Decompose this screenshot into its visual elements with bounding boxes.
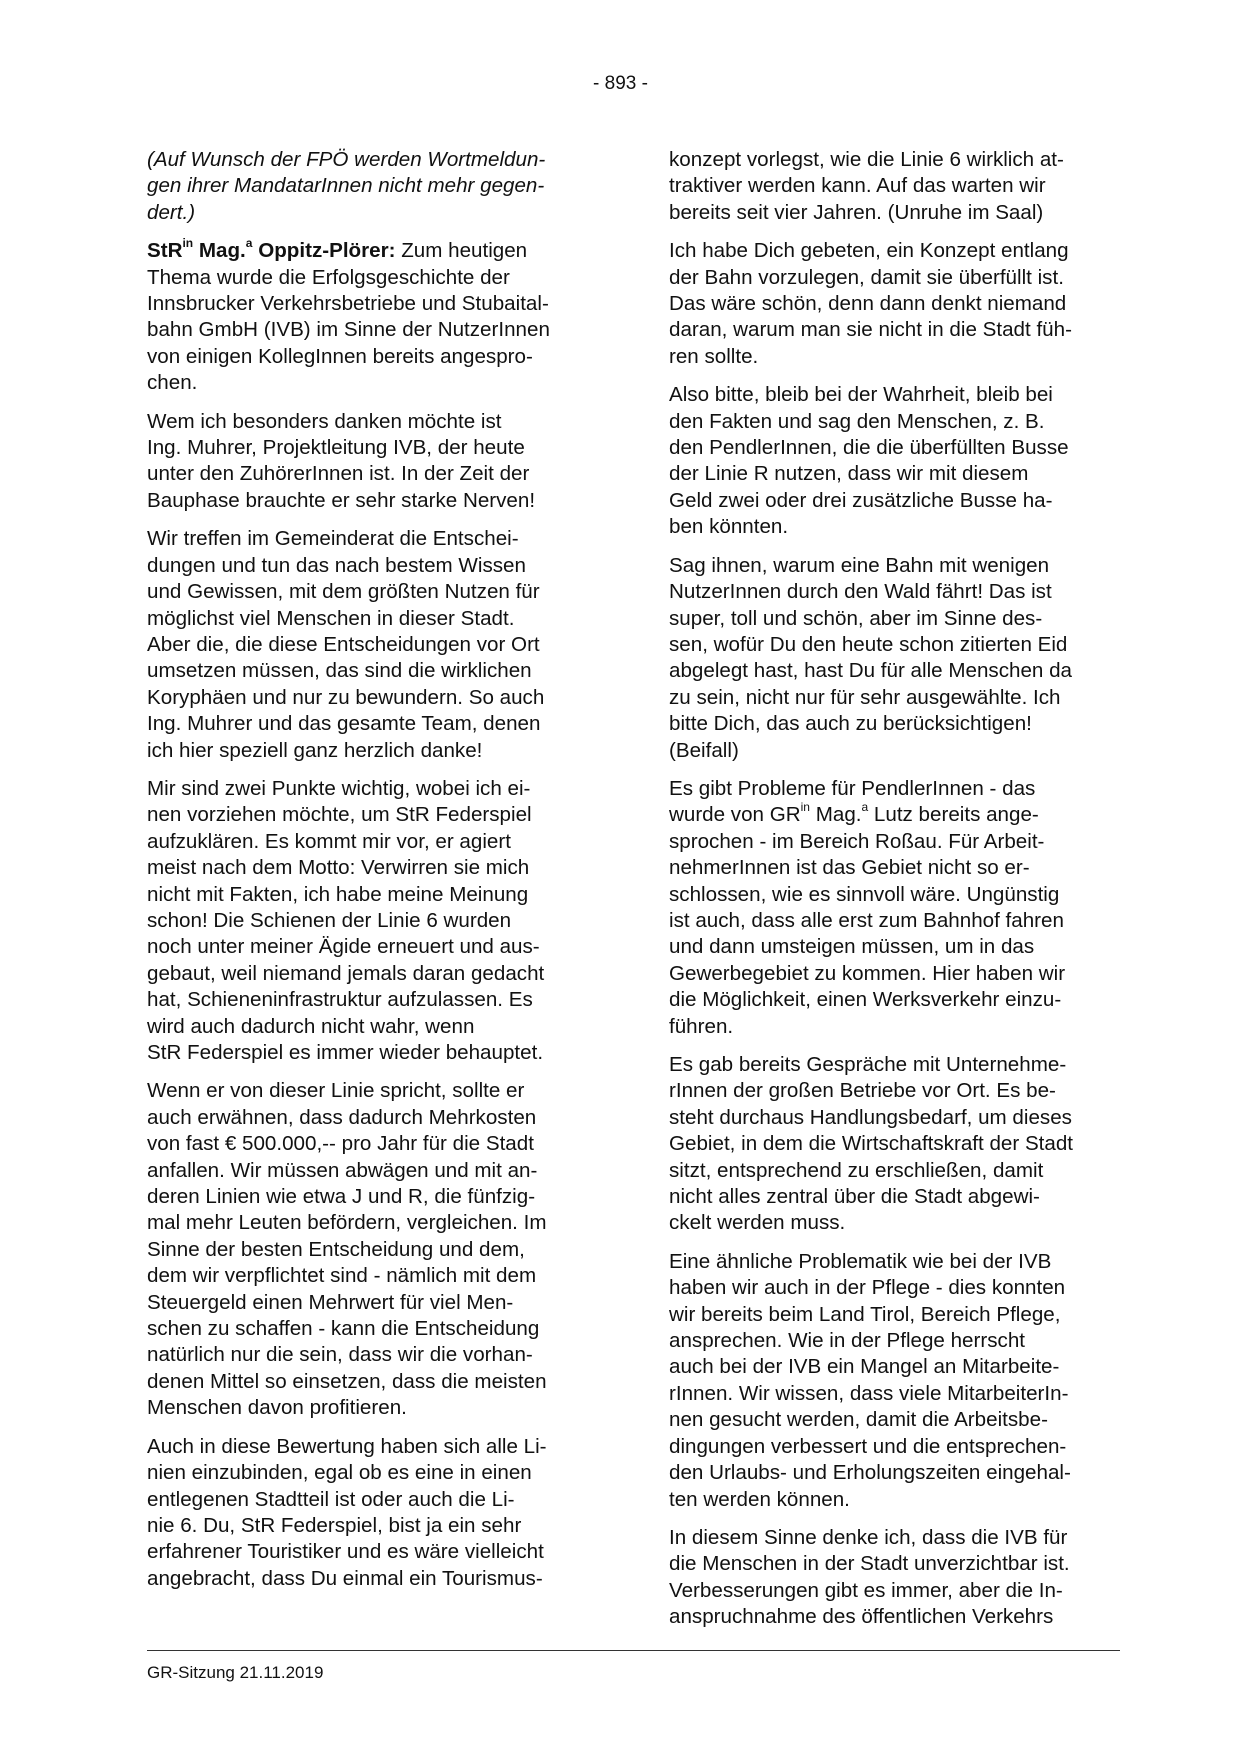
text-line: dingungen verbessert und die entsprechen-	[669, 1434, 1067, 1458]
body-paragraph	[147, 776, 591, 1066]
text-line: Wir treffen im Gemeinderat die Entschei-	[147, 527, 519, 551]
text-line: der Linie R nutzen, dass wir mit diesem	[669, 462, 1029, 486]
text-line: den Fakten und sag den Menschen, z. B.	[669, 409, 1045, 433]
body-paragraph	[669, 147, 1113, 226]
left-column	[147, 147, 591, 1604]
text-line: ansprechen. Wie in der Pflege herrscht	[669, 1329, 1025, 1353]
text-line: meist nach dem Motto: Verwirren sie mich	[147, 856, 530, 880]
text-line: ich hier speziell ganz herzlich danke!	[147, 738, 483, 762]
text-line: ben könnten.	[669, 515, 789, 539]
text-line: ren sollte.	[669, 344, 759, 368]
text-line: dem wir verpflichtet sind - nämlich mit dem	[147, 1264, 537, 1288]
text-line: Wenn er von dieser Linie spricht, sollte er	[147, 1079, 525, 1103]
text-line: die Menschen in der Stadt unverzichtbar ist.	[669, 1552, 1070, 1576]
text-line: auch bei der IVB ein Mangel an Mitarbeite-	[669, 1355, 1060, 1379]
intro-line: dert.)	[147, 200, 196, 224]
body-paragraph	[147, 409, 591, 515]
left-paragraphs	[147, 409, 591, 1592]
text-line: Ing. Muhrer, Projektleitung IVB, der heute	[147, 436, 525, 460]
text-line: Gebiet, in dem die Wirtschaftskraft der Stadt	[669, 1132, 1074, 1156]
text-line: Aber die, die diese Entscheidungen vor Ort	[147, 632, 540, 656]
text-line: Eine ähnliche Problematik wie bei der IVB	[669, 1249, 1052, 1273]
intro-note	[147, 147, 591, 226]
text-line: Bauphase brauchte er sehr starke Nerven!	[147, 488, 536, 512]
text-line: NutzerInnen durch den Wald fährt! Das ist	[669, 580, 1052, 604]
body-paragraph	[669, 382, 1113, 540]
text-line: sitzt, entsprechend zu erschließen, damit	[669, 1158, 1044, 1182]
text-line: anfallen. Wir müssen abwägen und mit an-	[147, 1158, 538, 1182]
text-line: Mir sind zwei Punkte wichtig, wobei ich ei-	[147, 776, 531, 800]
text-line: hat, Schieneninfrastruktur aufzulassen. Es	[147, 988, 533, 1012]
text-line: schon! Die Schienen der Linie 6 wurden	[147, 908, 512, 932]
text-line: gebaut, weil niemand jemals daran gedacht	[147, 961, 545, 985]
text-line: Koryphäen und nur zu bewundern. So auch	[147, 685, 545, 709]
body-paragraph	[147, 526, 591, 764]
text-line: mal mehr Leuten befördern, vergleichen. Im	[147, 1211, 547, 1235]
text-line: Sinne der besten Entscheidung und dem,	[147, 1237, 525, 1261]
text-line: ckelt werden muss.	[669, 1211, 846, 1235]
text-line: unter den ZuhörerInnen ist. In der Zeit der	[147, 462, 530, 486]
text-line: Sag ihnen, warum eine Bahn mit wenigen	[669, 553, 1050, 577]
text-line: deren Linien wie etwa J und R, die fünfzig-	[147, 1185, 536, 1209]
text-line: zu sein, nicht nur für sehr ausgewählte. Ich	[669, 685, 1061, 709]
text-line: StR Federspiel es immer wieder behauptet.	[147, 1041, 544, 1064]
text-line: nicht mit Fakten, ich habe meine Meinung	[147, 882, 529, 906]
right-column	[669, 147, 1113, 1643]
text-line: auch erwähnen, dass dadurch Mehrkosten	[147, 1105, 537, 1129]
text-line: bitte Dich, das auch zu berücksichtigen!	[669, 712, 1032, 736]
text-line: steht durchaus Handlungsbedarf, um dieses	[669, 1105, 1072, 1129]
footer-session-date: GR-Sitzung 21.11.2019	[147, 1663, 324, 1682]
text-line: Menschen davon profitieren.	[147, 1396, 407, 1420]
text-line: von fast € 500.000,-- pro Jahr für die Stadt	[147, 1132, 534, 1156]
text-line: nen vorziehen möchte, um StR Federspiel	[147, 803, 532, 827]
text-line: Auch in diese Bewertung haben sich alle Li-	[147, 1434, 547, 1458]
text-line: denen Mittel so einsetzen, dass die meisten	[147, 1369, 547, 1393]
text-line: angebracht, dass Du einmal ein Tourismus-	[147, 1566, 543, 1590]
footer-divider	[147, 1650, 1120, 1651]
body-paragraph	[669, 238, 1113, 370]
intro-line: (Auf Wunsch der FPÖ werden Wortmeldun-	[147, 148, 546, 171]
page-number: - 893 -	[593, 73, 648, 94]
text-line: Verbesserungen gibt es immer, aber die In-	[669, 1578, 1063, 1602]
body-paragraph	[147, 1434, 591, 1592]
body-paragraph	[669, 1525, 1113, 1631]
text-line: rInnen. Wir wissen, dass viele MitarbeiterIn-	[669, 1381, 1069, 1405]
speaker-paragraph: StR$^{in}$ Mag.$^a$ Oppitz-Plörer: Zum heutigen Thema wurde die Erfolgsgeschichte der Innsbrucker Verkehrsbetriebe und Stubaital- bahn GmbH (IVB) im Sinne der NutzerInnen von einigen KollegInnen bereits angespro- chen.	[147, 236, 550, 395]
speaker-name: StR$^{in}$ Mag.$^a$ Oppitz-Plörer:	[147, 236, 396, 263]
text-line: erfahrener Touristiker und es wäre vielleicht	[147, 1540, 544, 1564]
text-line: Ich habe Dich gebeten, ein Konzept entlang	[669, 239, 1069, 263]
text-line: rInnen der großen Betriebe vor Ort. Es be-	[669, 1079, 1056, 1103]
right-paragraphs-b	[669, 1052, 1113, 1631]
text-line: den PendlerInnen, die die überfüllten Busse	[669, 436, 1069, 460]
text-line: Steuergeld einen Mehrwert für viel Men-	[147, 1290, 514, 1314]
text-line: abgelegt hast, hast Du für alle Menschen da	[669, 659, 1072, 683]
text-line: Wem ich besonders danken möchte ist	[147, 409, 502, 433]
text-line: wird auch dadurch nicht wahr, wenn	[147, 1014, 475, 1038]
text-line: schen zu schaffen - kann die Entscheidung	[147, 1317, 540, 1341]
text-line: wir bereits beim Land Tirol, Bereich Pflege,	[669, 1302, 1061, 1326]
text-line: nien einzubinden, egal ob es eine in einen	[147, 1461, 532, 1485]
text-line: traktiver werden kann. Auf das warten wir	[669, 174, 1046, 198]
gr-paragraph: Es gibt Probleme für PendlerInnen - das wurde von $GR^{in}$ Mag.$^a$ Lutz bereits ange- sprochen - im Bereich Roßau. Für Arbeit- nehmerInnen ist das Gebiet nicht so er- schlossen, wie es sinnvoll wäre. Ungünstig ist auch, dass alle erst zum Bahnhof fahren und dann umsteigen müssen, um in das Gewerbegebiet zu kommen. Hier haben wir die Möglichkeit, einen Werksverkehr einzu- führen.	[669, 776, 1066, 1038]
text-line: umsetzen müssen, das sind die wirklichen	[147, 659, 532, 683]
text-line: daran, warum man sie nicht in die Stadt füh-	[669, 318, 1072, 342]
text-line: In diesem Sinne denke ich, dass die IVB für	[669, 1525, 1068, 1549]
text-line: konzept vorlegst, wie die Linie 6 wirklich at-	[669, 148, 1064, 171]
text-line: Es gab bereits Gespräche mit Unternehme-	[669, 1053, 1067, 1076]
text-line: sen, wofür Du den heute schon zitierten Eid	[669, 632, 1068, 656]
text-line: (Beifall)	[669, 738, 739, 762]
body-paragraph	[669, 1052, 1113, 1237]
text-line: natürlich nur die sein, dass wir die vorhan-	[147, 1343, 533, 1367]
text-line: dungen und tun das nach bestem Wissen	[147, 553, 526, 577]
text-line: nicht alles zentral über die Stadt abgewi-	[669, 1185, 1040, 1209]
text-line: noch unter meiner Ägide erneuert und aus-	[147, 935, 540, 959]
text-line: Ing. Muhrer und das gesamte Team, denen	[147, 712, 541, 736]
intro-line: gen ihrer MandatarInnen nicht mehr gegen-	[147, 174, 545, 198]
body-paragraph	[669, 553, 1113, 764]
text-line: anspruchnahme des öffentlichen Verkehrs	[669, 1605, 1054, 1629]
right-paragraphs-a	[669, 147, 1113, 764]
text-line: haben wir auch in der Pflege - dies konnten	[669, 1276, 1066, 1300]
text-line: nie 6. Du, StR Federspiel, bist ja ein sehr	[147, 1513, 522, 1537]
text-line: möglichst viel Menschen in dieser Stadt.	[147, 606, 515, 630]
text-line: der Bahn vorzulegen, damit sie überfüllt ist.	[669, 265, 1064, 289]
text-line: bereits seit vier Jahren. (Unruhe im Saal)	[669, 200, 1044, 224]
text-line: entlegenen Stadtteil ist oder auch die Li-	[147, 1487, 515, 1511]
text-line: super, toll und schön, aber im Sinne des-	[669, 606, 1043, 630]
text-line: und Gewissen, mit dem größten Nutzen für	[147, 580, 540, 604]
text-line: ten werden können.	[669, 1487, 850, 1511]
text-line: Das wäre schön, denn dann denkt niemand	[669, 292, 1067, 316]
text-line: Geld zwei oder drei zusätzliche Busse ha-	[669, 488, 1053, 512]
text-line: aufzuklären. Es kommt mir vor, er agiert	[147, 829, 511, 853]
body-paragraph	[669, 1249, 1113, 1513]
text-line: nen gesucht werden, damit die Arbeitsbe-	[669, 1408, 1048, 1432]
text-line: den Urlaubs- und Erholungszeiten eingehal-	[669, 1461, 1071, 1485]
body-paragraph	[147, 1078, 591, 1421]
text-line: Also bitte, bleib bei der Wahrheit, bleib bei	[669, 383, 1053, 407]
